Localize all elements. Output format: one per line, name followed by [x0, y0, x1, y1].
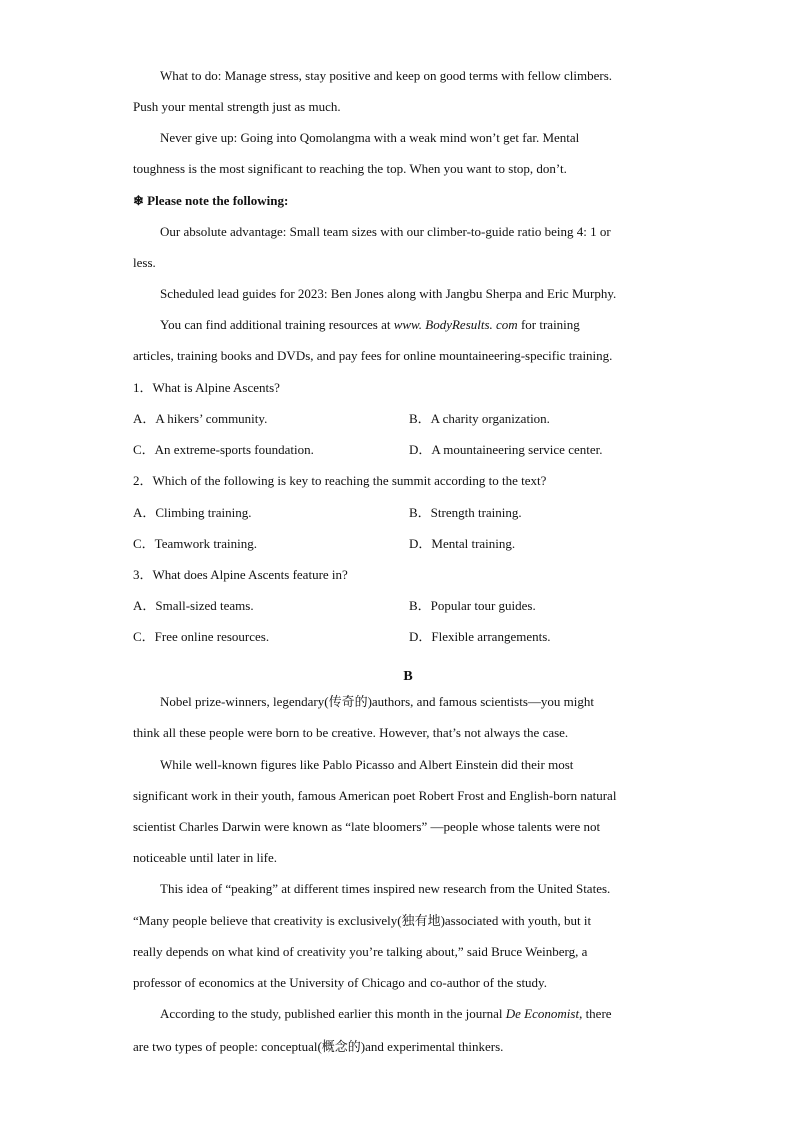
section-b-p2-line1: While well-known figures like Pablo Picasso and Albert Einstein did their most: [160, 757, 574, 772]
section-b-p2-line2: significant work in their youth, famous American poet Robert Frost and English-born natural: [133, 788, 617, 803]
section-b-p1-line2: think all these people were born to be creative. However, that’s not always the case.: [133, 725, 569, 740]
section-b-p4-line1: [160, 1006, 690, 1022]
p4-prefix: According to the study, published earlier this month in the journal: [160, 1006, 506, 1021]
question-3-option-b: B．Popular tour guides.: [409, 598, 536, 613]
passage-a-p2-line2: toughness is the most significant to reaching the top. When you want to stop, don’t.: [133, 161, 567, 176]
question-2-stem: 2．Which of the following is key to reaching the summit according to the text?: [133, 473, 547, 488]
training-url: www. BodyResults. com: [393, 317, 518, 332]
note-heading: ❄ Please note the following:: [133, 193, 289, 208]
passage-a-p4: Scheduled lead guides for 2023: Ben Jones along with Jangbu Sherpa and Eric Murphy.: [160, 286, 617, 301]
passage-a-p5-line1: [160, 317, 690, 333]
question-1-stem: 1．What is Alpine Ascents?: [133, 380, 280, 395]
section-b-p1-line1: Nobel prize-winners, legendary(传奇的)authors, and famous scientists—you might: [160, 694, 594, 709]
question-3-stem: 3．What does Alpine Ascents feature in?: [133, 567, 348, 582]
section-b-p2-line3: scientist Charles Darwin were known as “late bloomers” —people whose talents were not: [133, 819, 601, 834]
section-b-p2-line4: noticeable until later in life.: [133, 850, 278, 865]
question-2-option-a: A．Climbing training.: [133, 505, 252, 520]
question-3-option-c: C．Free online resources.: [133, 629, 270, 644]
section-b-p3-line1: This idea of “peaking” at different times inspired new research from the United States.: [160, 881, 611, 896]
passage-a-p1-line1: What to do: Manage stress, stay positive and keep on good terms with fellow climbers.: [160, 68, 613, 83]
section-b-p3-line3: really depends on what kind of creativity you’re talking about,” said Bruce Weinberg, a: [133, 944, 588, 959]
question-1-option-a: A．A hikers’ community.: [133, 411, 268, 426]
question-1-option-d: D．A mountaineering service center.: [409, 442, 603, 457]
section-b-p4-line2: are two types of people: conceptual(概念的)and experimental thinkers.: [133, 1039, 504, 1054]
section-b-p3-line4: professor of economics at the University of Chicago and co-author of the study.: [133, 975, 547, 990]
question-1-option-b: B．A charity organization.: [409, 411, 550, 426]
question-2-option-c: C．Teamwork training.: [133, 536, 258, 551]
passage-a-p2-line1: Never give up: Going into Qomolangma with a weak mind won’t get far. Mental: [160, 130, 580, 145]
question-2-option-d: D．Mental training.: [409, 536, 516, 551]
question-3-option-a: A．Small-sized teams.: [133, 598, 254, 613]
passage-a-p3-line1: Our absolute advantage: Small team sizes with our climber-to-guide ratio being 4: 1 or: [160, 224, 611, 239]
p4-suffix: , there: [579, 1006, 612, 1021]
section-b-heading: B: [403, 669, 413, 684]
journal-name: De Economist: [505, 1006, 580, 1021]
question-1-option-c: C．An extreme-sports foundation.: [133, 442, 314, 457]
p5-prefix: You can find additional training resources at: [160, 317, 394, 332]
passage-a-p5-line2: articles, training books and DVDs, and pay fees for online mountaineering-specific training.: [133, 348, 613, 363]
question-2-option-b: B．Strength training.: [409, 505, 522, 520]
passage-a-p3-line2: less.: [133, 255, 156, 270]
p5-suffix: for training: [517, 317, 580, 332]
section-b-p3-line2: “Many people believe that creativity is exclusively(独有地)associated with youth, but it: [133, 913, 592, 928]
question-3-option-d: D．Flexible arrangements.: [409, 629, 551, 644]
passage-a-p1-line2: Push your mental strength just as much.: [133, 99, 341, 114]
